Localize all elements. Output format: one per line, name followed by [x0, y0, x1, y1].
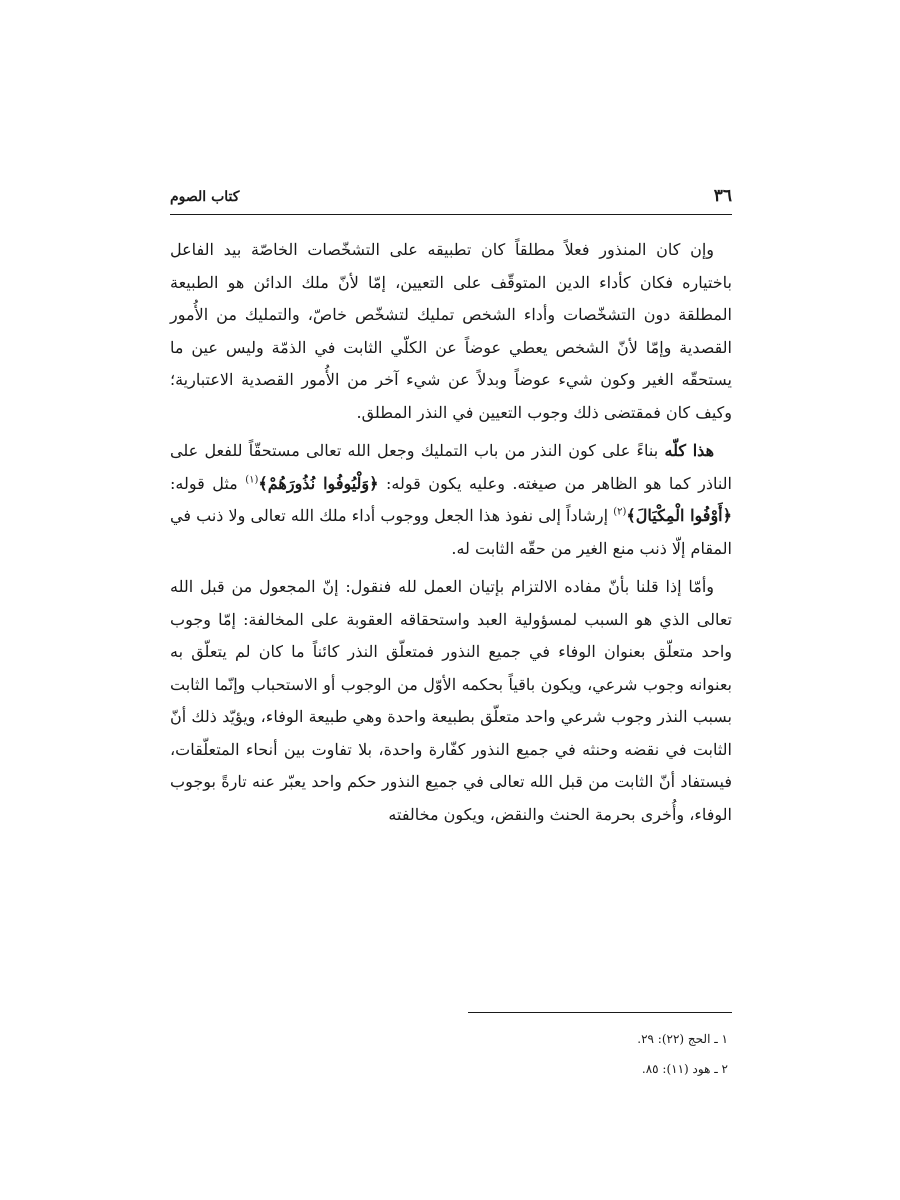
body-text	[170, 234, 732, 831]
header-divider	[170, 214, 732, 215]
footnote-1: ١ ـ الحج (٢٢): ٢٩.	[637, 1032, 728, 1046]
paragraph-2-text-c: إرشاداً إلى نفوذ هذا الجعل ووجوب أداء ملك الله تعالى ولا ذنب في المقام إلّا ذنب منع الغير من حقّه الثابت له.	[170, 506, 732, 558]
paragraph-2	[170, 435, 732, 565]
running-header	[170, 186, 732, 206]
quran-quote-2: ﴿أَوْفُوا الْمِكْيَالَ﴾	[626, 506, 733, 525]
page-number: ٣٦	[713, 186, 732, 206]
paragraph-lead-word: هذا كلّه	[664, 441, 715, 460]
book-title: كتاب الصوم	[170, 189, 240, 205]
paragraph-2-text-b: مثل قوله:	[170, 473, 246, 493]
paragraph-2-text-a: بناءً على كون النذر من باب التمليك وجعل الله تعالى مستحقّاً للفعل على الناذر كما هو الظاهر من صيغته. وعليه يكون قوله:	[170, 441, 732, 493]
footnote-2: ٢ ـ هود (١١): ٨٥.	[641, 1062, 728, 1076]
footnotes	[170, 1024, 732, 1084]
paragraph-1: وإن كان المنذور فعلاً مطلقاً كان تطبيقه على التشخّصات الخاصّة بيد الفاعل باختياره فكان كأداء الدين المتوقّف على التعيين، إمّا لأنّ ملك الدائن هو الطبيعة المطلقة دون التشخّصات وأداء الشخص تمليك لتشخّص خاصّ، والتمليك من الأُمور القصدية وإمّا لأنّ الشخص يعطي عوضاً عن الكلّي الثابت في الذمّة وليس عين ما يستحقّه الغير وكون شيء عوضاً وبدلاً عن شيء آخر من الأُمور القصدية الاعتبارية؛ وكيف كان فمقتضى ذلك وجوب التعيين في النذر المطلق.	[170, 240, 732, 422]
footnote-ref-2[interactable]: (٢)	[613, 506, 627, 518]
footnote-ref-1[interactable]: (١)	[245, 474, 259, 486]
footnote-divider	[468, 1012, 732, 1013]
paragraph-3: وأمّا إذا قلنا بأنّ مفاده الالتزام بإتيان العمل لله فنقول: إنّ المجعول من قبل الله تعالى الذي هو السبب لمسؤولية العبد واستحقاقه العقوبة على المخالفة: إمّا وجوب واحد متعلّق بعنوان الوفاء في جميع النذور فمتعلّق النذر كائناً ما كان لم يتعلّق به بعنوانه وجوب شرعي، ويكون باقياً بحكمه الأوّل من الوجوب أو الاستحباب وإنّما الثابت بسبب النذر وجوب شرعي واحد متعلّق بطبيعة واحدة وهي طبيعة الوفاء، ويؤيّد ذلك أنّ الثابت في نقضه وحنثه في جميع النذور كفّارة واحدة، بلا تفاوت بين أنحاء المتعلّقات، فيستفاد أنّ الثابت من قبل الله تعالى في جميع النذور حكم واحد يعبّر عنه تارةً بوجوب الوفاء، وأُخرى بحرمة الحنث والنقض، ويكون مخالفته	[170, 577, 732, 824]
quran-quote-1: ﴿وَلْيُوفُوا نُذُورَهُمْ﴾	[258, 473, 379, 493]
